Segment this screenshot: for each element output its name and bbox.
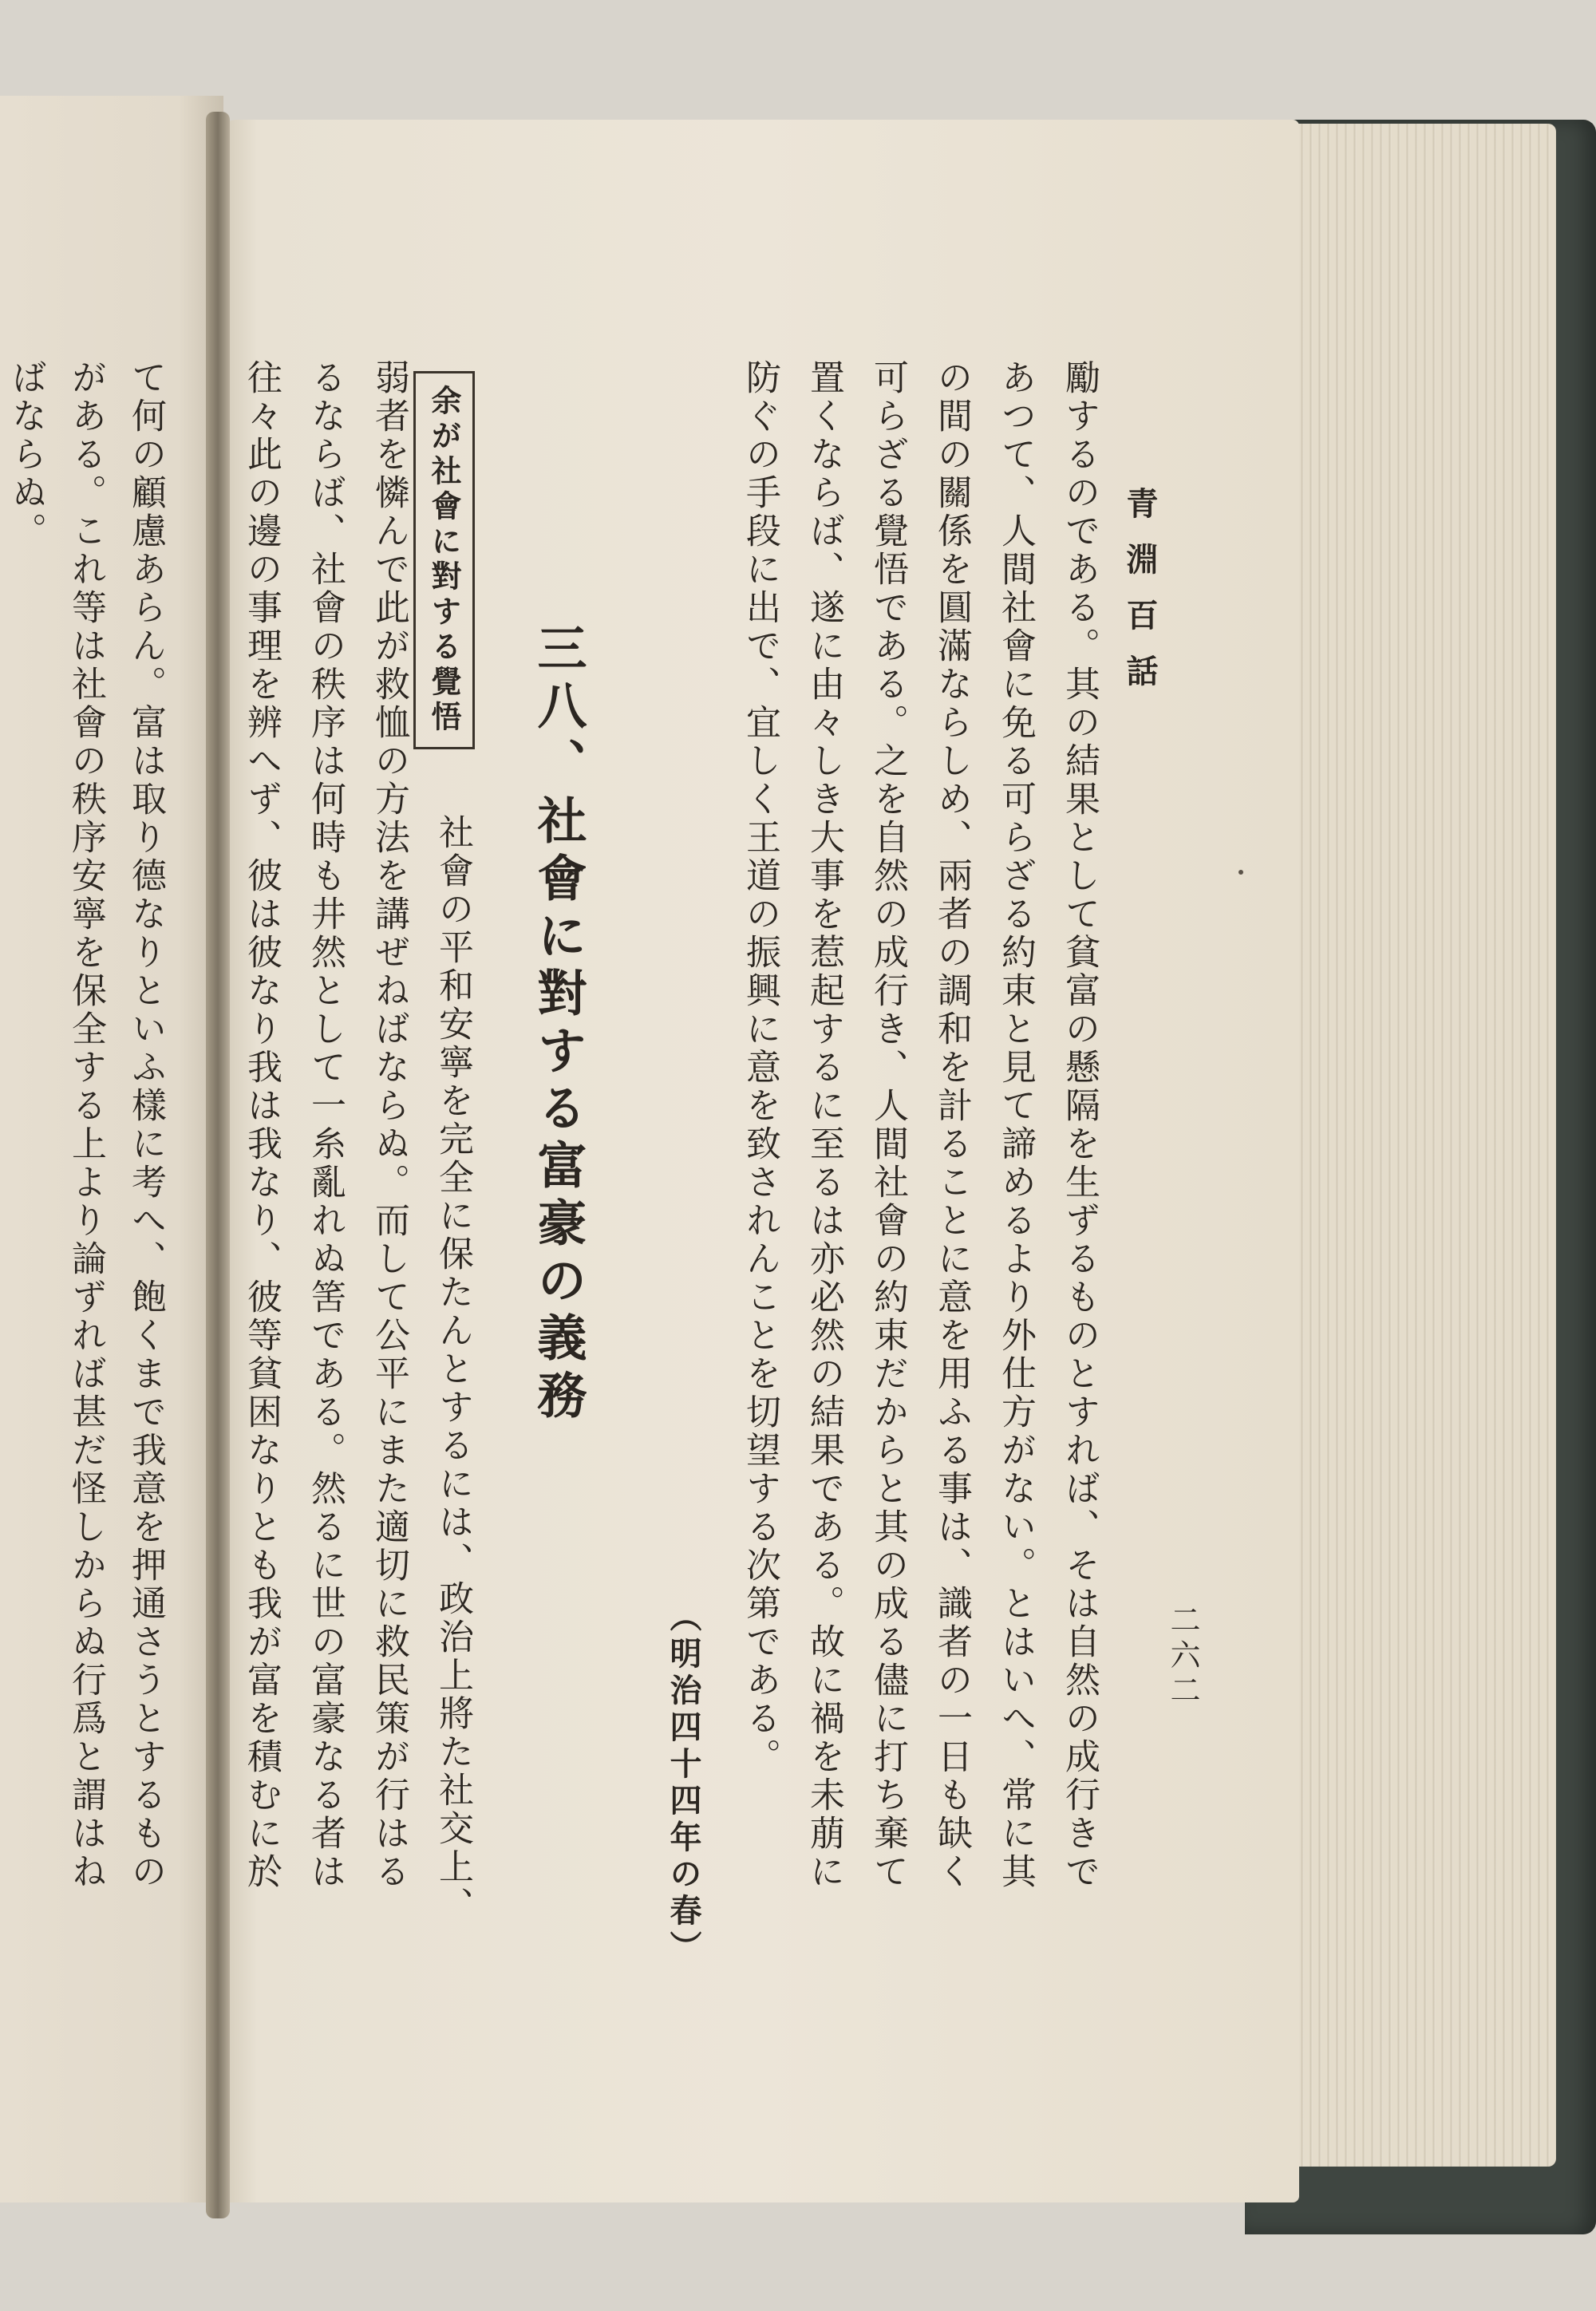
left-page-column: がある。これ等は社會の秩序安寧を保全する上より論ずれば甚だ怪しからぬ行爲と謂はね — [65, 359, 106, 1891]
text-column: 弱者を憐んで此が救恤の方法を講ぜねばならぬ。而して公平にまた適切に救民策が行はる — [369, 359, 409, 1891]
text-column: 往々此の邊の事理を辨へず、彼は彼なり我は我なり、彼等貧困なりとも我が富を積むに於 — [241, 359, 282, 1891]
text-column: の間の關係を圓滿ならしめ、兩者の調和を計ることに意を用ふる事は、識者の一日も缺く — [931, 359, 972, 1891]
page-number: 二六二 — [1165, 1604, 1200, 1709]
margin-dot — [1238, 870, 1243, 875]
text-column: あつて、人間社會に免る可らざる約束と見て諦めるより外仕方がない。とはいへ、常に其 — [995, 359, 1036, 1891]
text-column: 防ぐの手段に出で、宜しく王道の振興に意を致されんことを切望する次第である。 — [740, 359, 780, 1776]
text-column: 社會の平和安寧を完全に保たんとするには、政治上將た社交上、 — [433, 814, 473, 1925]
running-header-title: 青淵百話 — [1121, 487, 1159, 710]
text-column: 勵するのである。其の結果として貧富の懸隔を生ずるものとすれば、そは自然の成行きで — [1059, 359, 1100, 1891]
book-gutter — [206, 112, 230, 2218]
page-edges — [1269, 124, 1556, 2167]
chapter-title: 三八、社會に對する富豪の義務 — [529, 622, 587, 1427]
date-note: （明治四十四年の春） — [665, 1600, 702, 1967]
left-page-column: て何の顧慮あらん。富は取り德なりといふ樣に考へ、飽くまで我意を押通さうとするもの — [125, 359, 166, 1891]
section-subtitle-box: 余が社會に對する覺悟 — [413, 371, 475, 749]
text-column: るならば、社會の秩序は何時も井然として一糸亂れぬ筈である。然るに世の富豪なる者は — [305, 359, 346, 1891]
text-column: 可らざる覺悟である。之を自然の成行き、人間社會の約束だからと其の成る儘に打ち棄て — [867, 359, 908, 1891]
text-column: 置くならば、遂に由々しき大事を惹起するに至るは亦必然の結果である。故に禍を未萠に — [804, 359, 844, 1891]
left-page-column: ばならぬ。 — [6, 359, 46, 551]
